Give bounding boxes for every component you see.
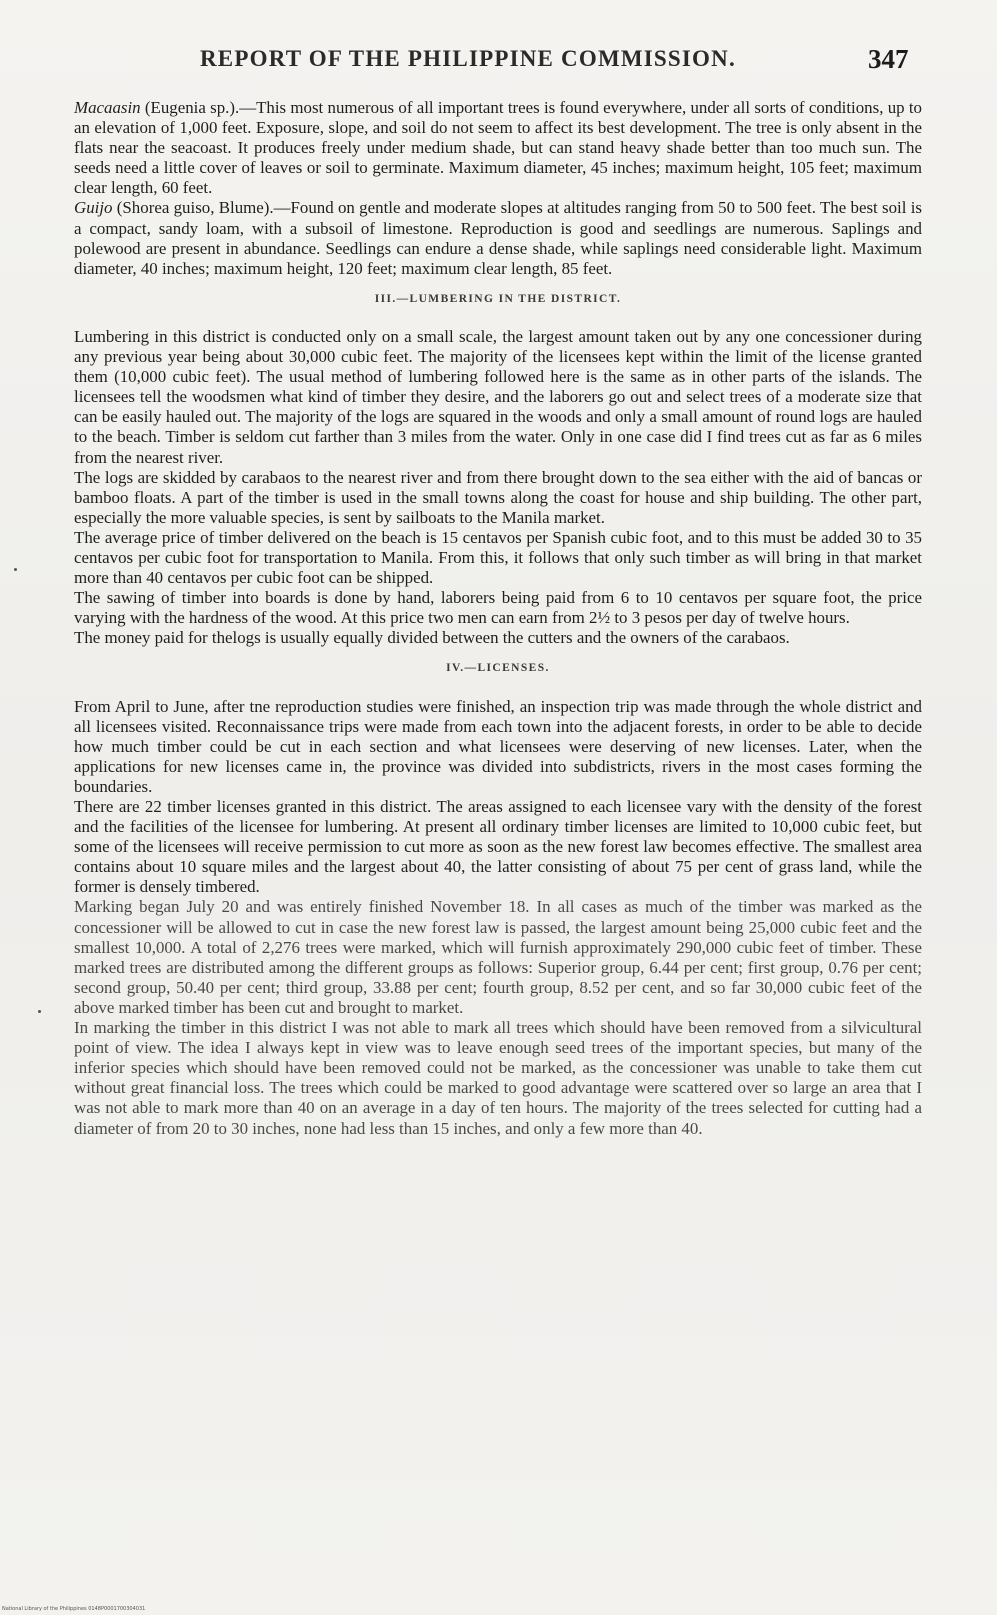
paragraph: From April to June, after tne reproduction studies were finished, an inspection trip was made through the whole district and all licensees visited. Reconnaissance trips were made from each town into the adjacent forests, in order to be able to decide how much timber could be cut in each section and what licensees were deserving of new licenses. Later, when the applications for new licenses came in, the province was divided into subdistricts, rivers in the most cases forming the boundaries.: [74, 696, 922, 796]
section-heading-licenses: IV.—LICENSES.: [446, 662, 550, 675]
paragraph: Lumbering in this district is conducted only on a small scale, the largest amount taken out by any one concessioner during any previous year being about 30,000 cubic feet. The majority of the licensees kept within the limit of the license granted them (10,000 cubic feet). The usual method of lumbering followed here is the same as in other parts of the islands. The licensees tell the woodsmen what kind of timber they desire, and the laborers go out and select trees of a moderate size that can be easily hauled out. The majority of the logs are squared in the woods and only a small amount of round logs are hauled to the beach. Timber is seldom cut farther than 3 miles from the water. Only in one case did I find trees cut as far as 6 miles from the nearest river.: [74, 326, 922, 467]
paragraph: In marking the timber in this district I was not able to mark all trees which should have been removed from a silvicultural point of view. The idea I always kept in view was to leave enough seed trees of the important species, but many of the inferior species which should have been removed could not be marked, as the concessioner was unable to take them cut without great financial loss. The trees which could be marked to good advantage were scattered over so large an area that I was not able to mark more than 40 on an average in a day of ten hours. The majority of the trees selected for cutting had a diameter of from 20 to 30 inches, none had less than 15 inches, and only a few more than 40.: [74, 1018, 922, 1138]
scan-speck: [14, 568, 17, 571]
species-name: Macaasin: [74, 98, 141, 117]
page-header: [0, 44, 997, 84]
paragraph: The logs are skidded by carabaos to the nearest river and from there brought down to the sea either with the aid of bancas or bamboo floats. A part of the timber is used in the small towns along the coast for house and ship building. The other part, especially the more valuable species, is sent by sailboats to the Manila market.: [74, 467, 922, 527]
scan-speck: [38, 1010, 41, 1013]
paragraph: The average price of timber delivered on the beach is 15 centavos per Spanish cubic foot, and to this must be added 30 to 35 centavos per cubic foot for transportation to Manila. From this, it follows that only such timber as will bring in that market more than 40 centavos per cubic foot can be shipped.: [74, 527, 922, 588]
section-heading-lumbering: III.—LUMBERING IN THE DISTRICT.: [374, 292, 622, 305]
paragraph: The money paid for thelogs is usually equally divided between the cutters and the owners of the carabaos.: [74, 628, 790, 648]
species-name: Guijo: [74, 198, 113, 218]
paragraph-macaasin: [74, 98, 922, 198]
paragraph: Marking began July 20 and was entirely finished November 18. In all cases as much of the timber was marked as the concessioner will be allowed to cut in case the new forest law is passed, the largest amount being 25,000 cubic feet and the smallest 10,000. A total of 2,276 trees were marked, which will furnish approximately 290,000 cubic feet of timber. These marked trees are distributed among the different groups as follows: Superior group, 6.44 per cent; first group, 0.76 per cent; second group, 50.40 per cent; third group, 33.88 per cent; fourth group, 8.52 per cent, and so far 30,000 cubic feet of the above marked timber has been cut and brought to market.: [74, 897, 922, 1017]
paragraph-text: (Eugenia sp.).—This most numerous of all important trees is found everywhere, under all sorts of conditions, up to an elevation of 1,000 feet. Exposure, slope, and soil do not seem to affect its best development. The tree is only absent in the flats near the seacoast. It produces freely under medium shade, but can stand heavy shade better than too much sun. The seeds need a little cover of leaves or soil to germinate. Maximum diameter, 45 inches; maximum height, 105 feet; maximum clear length, 60 feet.: [74, 98, 922, 198]
paragraph-guijo: [74, 198, 922, 278]
paragraph: There are 22 timber licenses granted in this district. The areas assigned to each licensee vary with the density of the forest and the facilities of the licensee for lumbering. At present all ordinary timber licenses are limited to 10,000 cubic feet, but some of the licensees will receive permission to cut more as soon as the new forest law becomes effective. The smallest area contains about 10 square miles and the largest about 40, the latter consisting of about 75 per cent of grass land, while the former is densely timbered.: [74, 797, 922, 897]
paragraph: The sawing of timber into boards is done by hand, laborers being paid from 6 to 10 centavos per square foot, the price varying with the hardness of the wood. At this price two men can earn from 2½ to 3 pesos per day of twelve hours.: [74, 588, 922, 628]
scan-credit: National Library of the Philippines 0148P0001700304031: [2, 1606, 146, 1612]
running-title: REPORT OF THE PHILIPPINE COMMISSION.: [200, 46, 736, 71]
paragraph-text: (Shorea guiso, Blume).—Found on gentle and moderate slopes at altitudes ranging from 50 to 500 feet. The best soil is a compact, sandy loam, with a subsoil of limestone. Reproduction is good and seedlings are numerous. Saplings and polewood are present in abundance. Seedlings can endure a dense shade, while saplings need considerable light. Maximum diameter, 40 inches; maximum height, 120 feet; maximum clear length, 85 feet.: [74, 198, 922, 278]
body-text: [74, 98, 922, 1139]
page-number: 347: [868, 44, 909, 74]
